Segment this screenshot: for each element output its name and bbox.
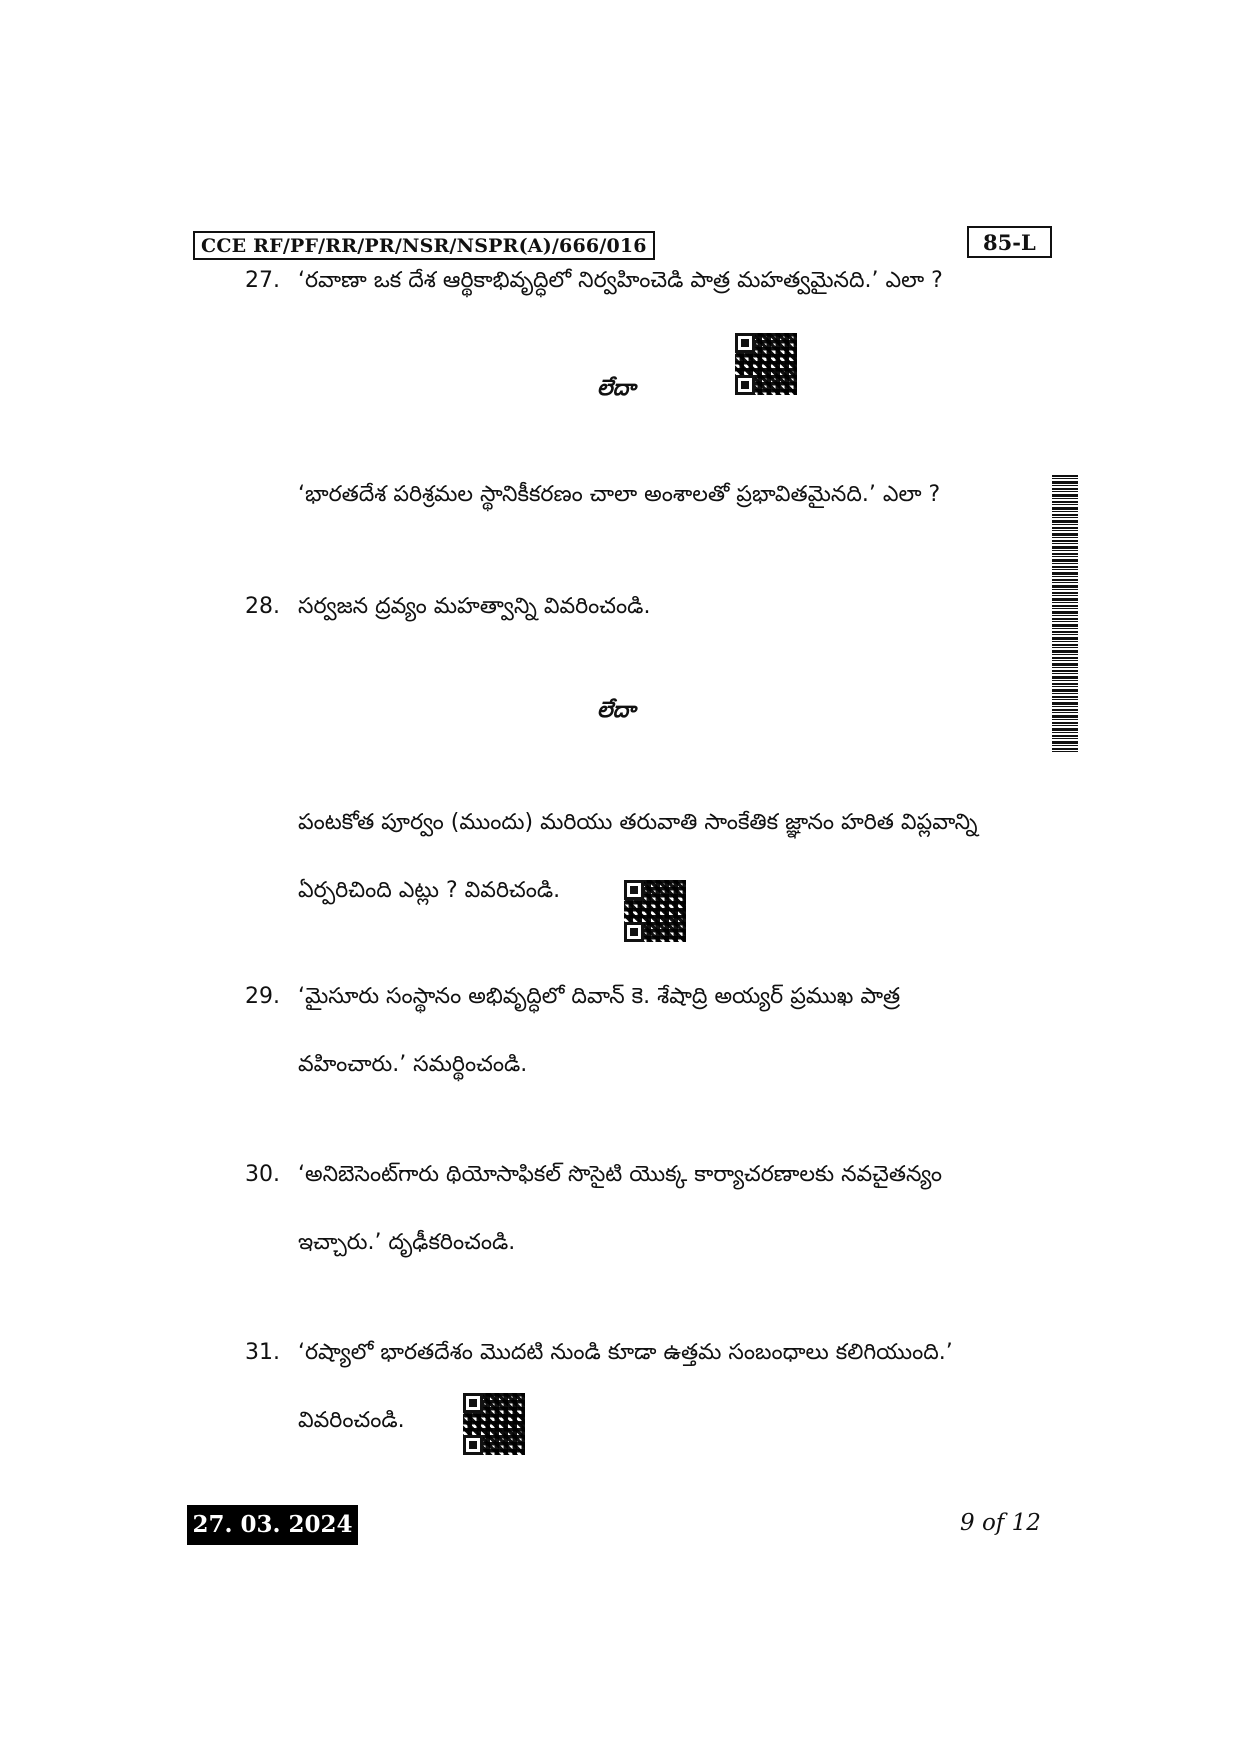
qr-code-icon bbox=[463, 1393, 525, 1455]
question-text: ‘రవాణా ఒక దేశ ఆర్థికాభివృద్ధిలో నిర్వహించెడి పాత్ర మహత్వమైనది.’ ఎలా ? bbox=[298, 268, 943, 293]
question-text: సర్వజన ద్రవ్యం మహత్వాన్ని వివరించండి. bbox=[298, 594, 651, 619]
question-number: 29. bbox=[245, 984, 280, 1009]
question-text: ‘అనిబెసెంట్‌గారు థియోసాఫికల్ సొసైటి యొక్క కార్యాచరణాలకు నవచైతన్యం bbox=[298, 1162, 942, 1187]
qr-code-icon bbox=[735, 333, 797, 395]
exam-date: 27. 03. 2024 bbox=[187, 1505, 358, 1545]
question-number: 28. bbox=[245, 594, 280, 619]
question-text: ‘మైసూరు సంస్థానం అభివృద్ధిలో దివాన్ కె. శేషాద్రి అయ్యర్ ప్రముఖ పాత్ర bbox=[298, 984, 901, 1009]
question-text: ఇచ్చారు.’ దృఢీకరించండి. bbox=[298, 1230, 516, 1255]
barcode-icon bbox=[1052, 475, 1078, 753]
question-text: వహించారు.’ సమర్థించండి. bbox=[298, 1052, 528, 1077]
or-label: లేదా bbox=[597, 698, 636, 723]
question-text: ‘రష్యాలో భారతదేశం మొదటి నుండి కూడా ఉత్తమ సంబంధాలు కలిగియుంది.’ bbox=[298, 1340, 953, 1365]
version-box: 85-L bbox=[967, 226, 1052, 258]
qr-code-icon bbox=[624, 880, 686, 942]
question-number: 31. bbox=[245, 1340, 280, 1365]
question-alt-text: ఏర్పరిచింది ఎట్లు ? వివరిచండి. bbox=[298, 878, 561, 903]
question-number: 30. bbox=[245, 1162, 280, 1187]
exam-code-box: CCE RF/PF/RR/PR/NSR/NSPR(A)/666/016 bbox=[193, 231, 655, 260]
question-alt-text: ‘భారతదేశ పరిశ్రమల స్థానికీకరణం చాలా అంశాలతో ప్రభావితమైనది.’ ఎలా ? bbox=[298, 482, 941, 507]
page-number: 9 of 12 bbox=[960, 1510, 1041, 1536]
question-alt-text: పంటకోత పూర్వం (ముందు) మరియు తరువాతి సాంకేతిక జ్ఞానం హరిత విప్లవాన్ని bbox=[298, 810, 978, 835]
question-text: వివరించండి. bbox=[298, 1408, 405, 1433]
or-label: లేదా bbox=[597, 376, 636, 401]
question-number: 27. bbox=[245, 268, 280, 293]
